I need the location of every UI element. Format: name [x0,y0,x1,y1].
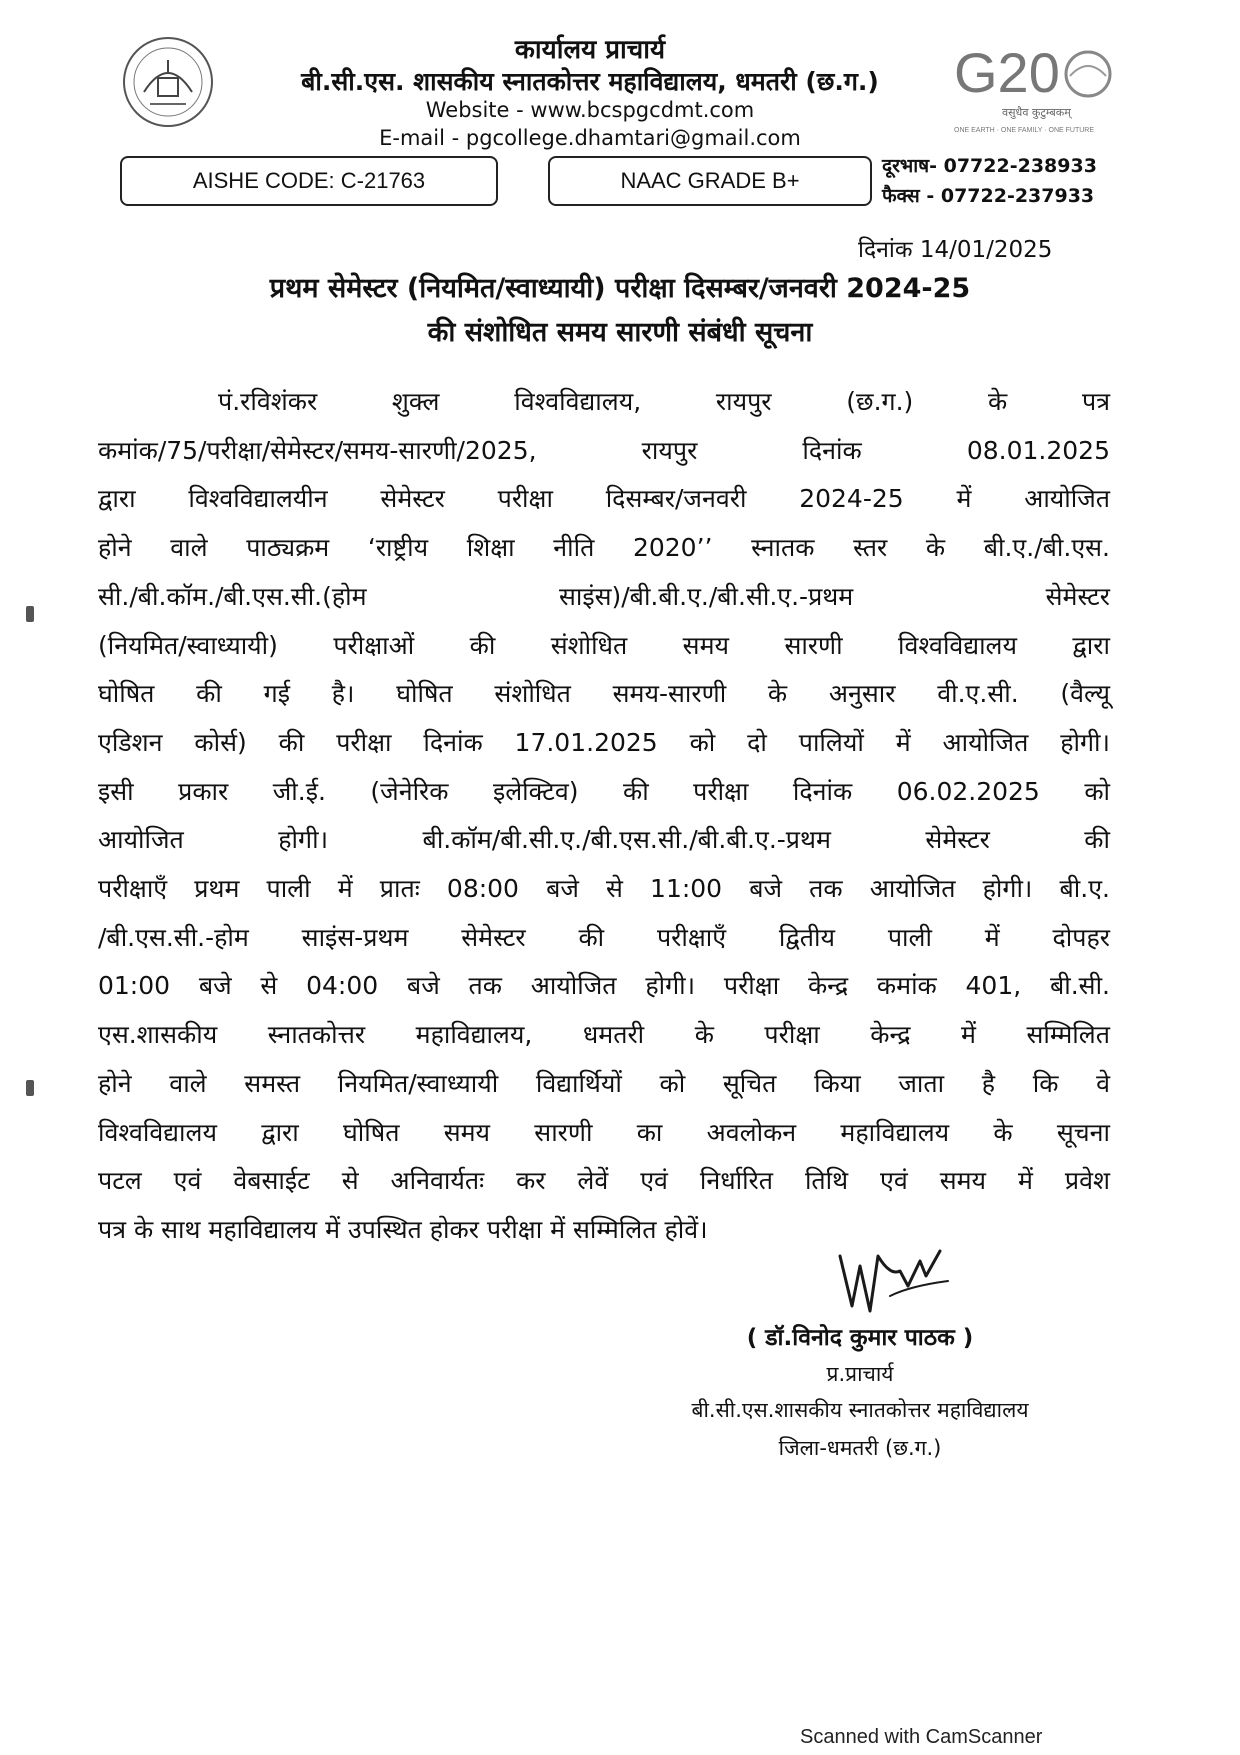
scan-margin-mark [26,606,34,622]
body-line: एडिशन कोर्स) की परीक्षा दिनांक 17.01.2025 को दो पालियों में आयोजित होगी। [98,727,1110,757]
body-line: इसी प्रकार जी.ई. (जेनेरिक इलेक्टिव) की परीक्षा दिनांक 06.02.2025 को [98,776,1110,806]
body-line: सी./बी.कॉम./बी.एस.सी.(होम साइंस)/बी.बी.ए./बी.सी.ए.-प्रथम सेमेस्टर [98,581,1110,611]
body-line: आयोजित होगी। बी.कॉम/बी.सी.ए./बी.एस.सी./बी.बी.ए.-प्रथम सेमेस्टर की [98,825,1110,855]
notice-title-line2: की संशोधित समय सारणी संबंधी सूचना [427,317,813,348]
aishe-code-box: AISHE CODE: C-21763 [120,156,498,206]
signatory-district: जिला-धमतरी (छ.ग.) [778,1436,942,1460]
college-name: बी.सी.एस. शासकीय स्नातकोत्तर महाविद्यालय, धमतरी (छ.ग.) [301,67,879,96]
office-title: कार्यालय प्राचार्य [514,35,666,65]
body-line: घोषित की गई है। घोषित संशोधित समय-सारणी के अनुसार वी.ए.सी. (वैल्यू [98,679,1110,709]
body-line: होने वाले समस्त नियमित/स्वाध्यायी विद्यार्थियों को सूचित किया जाता है कि वे [98,1068,1110,1098]
body-line: 01:00 बजे से 04:00 बजे तक आयोजित होगी। परीक्षा केन्द्र कमांक 401, बी.सी. [98,971,1110,1001]
body-line: पं.रविशंकर शुक्ल विश्वविद्यालय, रायपुर (छ.ग.) के पत्र [218,387,1110,416]
g20-motto: ONE EARTH · ONE FAMILY · ONE FUTURE [954,127,1095,134]
scan-margin-mark [26,1080,34,1096]
body-line: कमांक/75/परीक्षा/सेमेस्टर/समय-सारणी/2025, रायपुर दिनांक 08.01.2025 [98,435,1110,465]
notice-date: दिनांक 14/01/2025 [858,237,1053,263]
body-line: विश्वविद्यालय द्वारा घोषित समय सारणी का अवलोकन महाविद्यालय के सूचना [98,1117,1110,1147]
phone-number: दूरभाष- 07722-238933 [882,155,1097,177]
email-text: E-mail - pgcollege.dhamtari@gmail.com [379,126,801,150]
signature-scribble [830,1236,960,1326]
g20-logo-icon [948,36,1128,136]
body-line: पटल एवं वेबसाईट से अनिवार्यतः कर लेवें एवं निर्धारित तिथि एवं समय में प्रवेश [98,1166,1110,1196]
body-line: (नियमित/स्वाध्यायी) परीक्षाओं की संशोधित समय सारणी विश्वविद्यालय द्वारा [98,630,1110,660]
signatory-name: ( डॉ.विनोद कुमार पाठक ) [746,1325,974,1351]
body-line: एस.शासकीय स्नातकोत्तर महाविद्यालय, धमतरी के परीक्षा केन्द्र में सम्मिलित [98,1020,1110,1050]
fax-number: फैक्स - 07722-237933 [882,185,1095,207]
college-emblem-icon [120,34,216,130]
body-line: होने वाले पाठ्यक्रम ‘राष्ट्रीय शिक्षा नीति 2020’’ स्नातक स्तर के बी.ए./बी.एस. [98,533,1110,563]
website-text: Website - www.bcspgcdmt.com [425,98,755,122]
naac-grade-box: NAAC GRADE B+ [548,156,872,206]
body-line: परीक्षाएँ प्रथम पाली में प्रातः 08:00 बजे से 11:00 बजे तक आयोजित होगी। बी.ए. [98,874,1110,904]
notice-body [98,378,1110,1255]
notice-title-line1: प्रथम सेमेस्टर (नियमित/स्वाध्यायी) परीक्षा दिसम्बर/जनवरी 2024-25 [269,273,971,304]
g20-text: G20 [954,41,1060,104]
g20-hindi: वसुधैव कुटुम्बकम् [1002,106,1071,119]
body-line: द्वारा विश्वविद्यालयीन सेमेस्टर परीक्षा दिसम्बर/जनवरी 2024-25 में आयोजित [98,484,1110,514]
signatory-college: बी.सी.एस.शासकीय स्नातकोत्तर महाविद्यालय [691,1398,1029,1422]
body-line: पत्र के साथ महाविद्यालय में उपस्थित होकर परीक्षा में सम्मिलित होवें। [98,1214,708,1244]
signatory-title: प्र.प्राचार्य [826,1362,894,1386]
camscanner-watermark: Scanned with CamScanner [800,1726,1043,1748]
body-line: /बी.एस.सी.-होम साइंस-प्रथम सेमेस्टर की परीक्षाएँ द्वितीय पाली में दोपहर [98,922,1110,952]
